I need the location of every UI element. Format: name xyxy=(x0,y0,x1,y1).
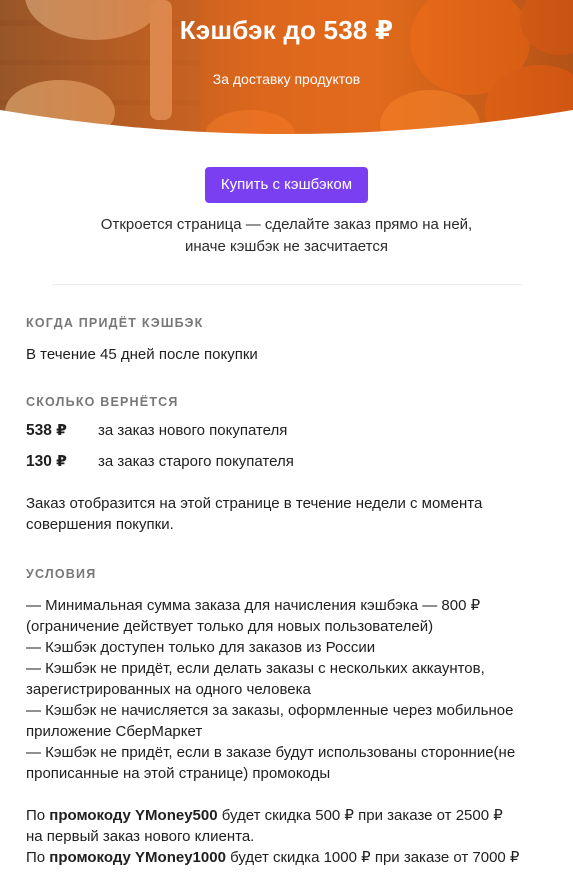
rate-value: 130 ₽ xyxy=(26,453,67,470)
note-line: совершения покупки. xyxy=(26,516,174,533)
hero-title: Кэшбэк до 538 ₽ xyxy=(179,15,394,45)
promo-codes xyxy=(26,805,547,868)
promo-line xyxy=(26,826,547,847)
condition-line: приложение СберМаркет xyxy=(26,723,203,740)
conditions-list xyxy=(26,595,547,784)
promo-code: промокоду YMoney1000 xyxy=(49,849,226,866)
conditions-section-title: УСЛОВИЯ xyxy=(26,567,97,581)
rate-value: 538 ₽ xyxy=(26,422,67,439)
hero-wave-divider xyxy=(0,110,573,150)
promo-suffix: будет скидка 1000 ₽ при заказе от 7000 ₽ xyxy=(225,849,520,866)
promo-line xyxy=(26,805,547,826)
hero-subtitle: За доставку продуктов xyxy=(212,71,361,87)
how-much-section-title: СКОЛЬКО ВЕРНЁТСЯ xyxy=(26,395,179,409)
when-section-title: КОГДА ПРИДЁТ КЭШБЭК xyxy=(26,316,204,330)
rates-list xyxy=(26,421,547,473)
condition-line: — Кэшбэк не придёт, если в заказе будут использованы сторонние(не xyxy=(26,744,516,761)
cta-note-line: иначе кэшбэк не засчитается xyxy=(185,238,388,255)
condition-line: прописанные на этой странице) промокоды xyxy=(26,765,331,782)
promo-prefix: По xyxy=(26,807,50,824)
hero-banner xyxy=(0,0,573,150)
promo-suffix: будет скидка 500 ₽ при заказе от 2500 ₽ xyxy=(217,807,503,824)
promo-line xyxy=(26,847,547,868)
promo-prefix: По xyxy=(26,849,50,866)
rate-label: за заказ старого покупателя xyxy=(98,453,294,470)
when-text: В течение 45 дней после покупки xyxy=(26,346,258,363)
rate-row xyxy=(26,421,547,442)
promo-prefix: на первый заказ нового клиента. xyxy=(26,828,255,845)
condition-line: (ограничение действует только для новых пользователей) xyxy=(26,618,434,635)
cta-area xyxy=(0,167,573,203)
rate-label: за заказ нового покупателя xyxy=(98,422,288,439)
condition-line: — Минимальная сумма заказа для начисления кэшбэка — 800 ₽ xyxy=(26,597,481,614)
condition-line: — Кэшбэк доступен только для заказов из России xyxy=(26,639,376,656)
order-display-note xyxy=(26,493,547,535)
divider xyxy=(52,284,522,285)
promo-code: промокоду YMoney500 xyxy=(49,807,218,824)
condition-line: — Кэшбэк не начисляется за заказы, оформленные через мобильное xyxy=(26,702,514,719)
note-line: Заказ отобразится на этой странице в течение недели с момента xyxy=(26,495,483,512)
cta-note-line: Откроется страница — сделайте заказ прямо на ней, xyxy=(100,216,473,233)
details-content xyxy=(0,316,573,868)
rate-row xyxy=(26,452,547,473)
buy-with-cashback-button[interactable]: Купить с кэшбэком xyxy=(205,167,368,203)
condition-line: зарегистрированных на одного человека xyxy=(26,681,311,698)
condition-line: — Кэшбэк не придёт, если делать заказы с нескольких аккаунтов, xyxy=(26,660,485,677)
cta-note xyxy=(0,214,573,258)
